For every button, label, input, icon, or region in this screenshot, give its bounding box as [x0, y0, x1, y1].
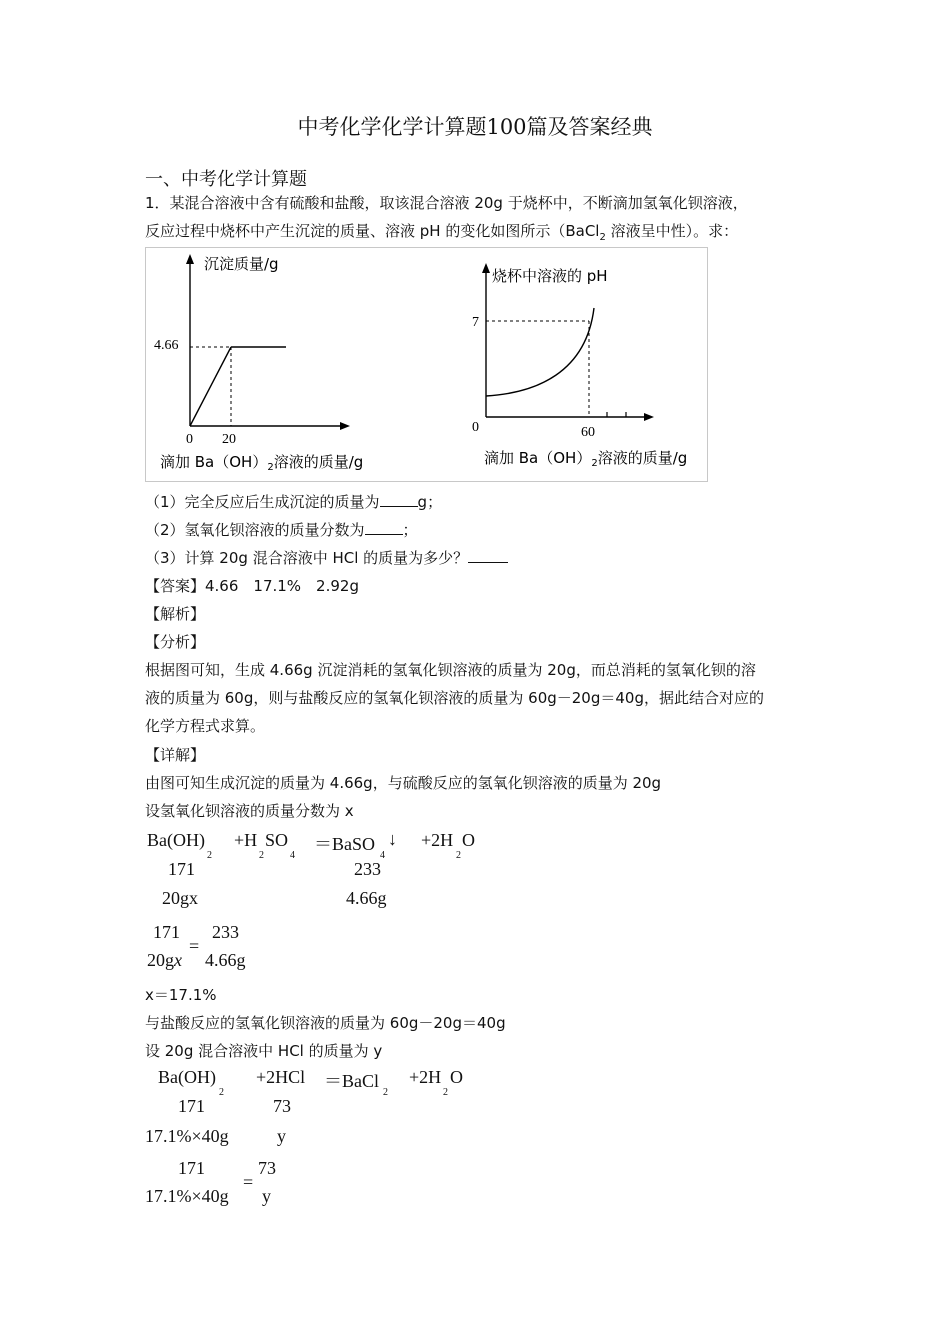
- answer-blank-3: [468, 548, 508, 563]
- section-heading: 一、中考化学计算题: [145, 169, 307, 190]
- frac1-numerator-1: 171: [153, 922, 180, 942]
- eq2-sub-3: 2: [383, 1087, 388, 1098]
- frac2-numerator-1: 171: [178, 1158, 205, 1178]
- detail-line-1: 由图可知生成沉淀的质量为 4.66g，与硫酸反应的氢氧化钡溶液的质量为 20g: [145, 774, 662, 792]
- eq2-mass-1: 17.1%×40g: [145, 1126, 229, 1146]
- answer-blank-2: [365, 520, 403, 535]
- left-y-label: 沉淀质量/g: [204, 255, 279, 273]
- frac2-denominator-2: y: [262, 1186, 271, 1206]
- left-x-label-post: 溶液的质量/g: [273, 453, 364, 471]
- frac1-denominator-1-value: 20g: [147, 950, 174, 970]
- problem-line-2-post: 溶液呈中性）。求：: [605, 222, 739, 240]
- right-y-label: 烧杯中溶液的 pH: [492, 267, 608, 285]
- eq2-sub-1: 2: [219, 1087, 224, 1098]
- question-3: [145, 548, 508, 568]
- question-2: [145, 520, 418, 540]
- right-x-tick: 60: [581, 425, 595, 440]
- frac1-numerator-2: 233: [212, 922, 239, 942]
- left-x-origin: 0: [186, 432, 193, 447]
- eq1-sub-4: 4: [380, 850, 385, 861]
- eq2-sub-4: 2: [443, 1087, 448, 1098]
- eq2-ratio-1: 171: [178, 1096, 205, 1116]
- xiangjie-heading: 【详解】: [145, 746, 206, 764]
- problem-line-1: 1．某混合溶液中含有硫酸和盐酸，取该混合溶液 20g 于烧杯中，不断滴加氢氧化钡溶液，: [145, 194, 748, 212]
- eq1-sub-3: 4: [290, 850, 295, 861]
- eq1-ratio-2: 233: [354, 859, 381, 879]
- figure-box: [145, 247, 708, 482]
- eq1-o: O: [462, 830, 475, 850]
- left-x-tick: 20: [222, 432, 236, 447]
- left-x-arrow: [340, 422, 350, 430]
- right-chart: [472, 263, 687, 469]
- figure-graphs: [146, 248, 709, 483]
- left-chart: [154, 254, 363, 473]
- left-y-arrow: [186, 254, 194, 264]
- right-y-tick: 7: [472, 315, 479, 330]
- question-1: [145, 492, 442, 512]
- eq1-baoh2: Ba(OH): [147, 830, 205, 850]
- eq2-2h: +2H: [409, 1067, 442, 1087]
- analysis-line-2: 液的质量为 60g，则与盐酸反应的氢氧化钡溶液的质量为 60g－20g＝40g，据此结合对应的: [145, 689, 764, 707]
- frac1-denominator-1: [147, 950, 182, 971]
- detail-line-2: 设氢氧化钡溶液的质量分数为 x: [145, 802, 354, 820]
- eq1-sub-2: 2: [259, 850, 264, 861]
- question-2-end: ；: [402, 521, 418, 539]
- eq1-precipitate-arrow: ↓: [388, 829, 397, 849]
- right-y-origin: 0: [472, 420, 479, 435]
- eq1-ratio-1: 171: [168, 859, 195, 879]
- fenxi-heading: 【分析】: [145, 633, 206, 651]
- left-x-label: [160, 453, 363, 473]
- question-1-text: （1）完全反应后生成沉淀的质量为: [145, 493, 380, 511]
- eq1-mass-1: 20gx: [162, 888, 198, 908]
- eq1-sub-1: 2: [207, 850, 212, 861]
- analysis-line-3: 化学方程式求算。: [145, 717, 266, 735]
- left-x-label-sub: 2: [267, 462, 274, 473]
- eq1-2h: +2H: [421, 830, 454, 850]
- eq2-baoh2: Ba(OH): [158, 1067, 216, 1087]
- eq2-2hcl: +2HCl: [256, 1067, 306, 1087]
- jiexi-heading: 【解析】: [145, 605, 206, 623]
- frac2-numerator-2: 73: [258, 1158, 276, 1178]
- left-rising-line: [190, 347, 231, 426]
- question-2-text: （2）氢氧化钡溶液的质量分数为: [145, 521, 365, 539]
- right-x-label-sub: 2: [591, 458, 598, 469]
- answer-blank-1: [380, 492, 418, 507]
- problem-line-2: [145, 221, 738, 248]
- frac1-equals: =: [189, 936, 200, 956]
- right-x-label-post: 溶液的质量/g: [597, 449, 688, 467]
- detail-line-4: 设 20g 混合溶液中 HCl 的质量为 y: [145, 1042, 383, 1060]
- detail-line-3: 与盐酸反应的氢氧化钡溶液的质量为 60g－20g＝40g: [145, 1014, 506, 1032]
- eq1-so: SO: [265, 830, 289, 850]
- eq1-h: +H: [234, 830, 258, 850]
- question-3-text: （3）计算 20g 混合溶液中 HCl 的质量为多少？: [145, 549, 469, 567]
- frac2-equals: =: [243, 1172, 254, 1192]
- eq2-ratio-2: 73: [273, 1096, 291, 1116]
- left-y-tick: 4.66: [154, 338, 179, 353]
- right-y-arrow: [482, 263, 490, 273]
- right-x-arrow: [644, 413, 654, 421]
- answer-line: 【答案】4.66 17.1% 2.92g: [145, 577, 359, 595]
- analysis-line-1: 根据图可知，生成 4.66g 沉淀消耗的氢氧化钡溶液的质量为 20g，而总消耗的氢氧化钡的溶: [145, 661, 756, 679]
- problem-line-2-pre: 反应过程中烧杯中产生沉淀的质量、溶液 pH 的变化如图所示（BaCl: [145, 222, 600, 240]
- bacl-subscript: 2: [599, 232, 606, 243]
- x-result: x＝17.1%: [145, 986, 217, 1004]
- right-x-label-pre: 滴加 Ba（OH）: [484, 449, 592, 467]
- eq2-o: O: [450, 1067, 463, 1087]
- frac1-denominator-1-var: x: [174, 950, 182, 970]
- frac1-denominator-2: 4.66g: [205, 950, 246, 970]
- eq1-baso: ＝BaSO: [314, 834, 376, 854]
- eq2-bacl: ＝BaCl: [324, 1071, 380, 1091]
- eq1-sub-6: 2: [456, 850, 461, 861]
- left-x-label-pre: 滴加 Ba（OH）: [160, 453, 268, 471]
- eq2-mass-2: y: [277, 1126, 286, 1146]
- right-x-label: [484, 449, 687, 469]
- page-title: 中考化学化学计算题100篇及答案经典: [297, 115, 653, 139]
- question-1-unit: g；: [417, 493, 443, 511]
- frac2-denominator-1: 17.1%×40g: [145, 1186, 229, 1206]
- eq1-mass-2: 4.66g: [346, 888, 387, 908]
